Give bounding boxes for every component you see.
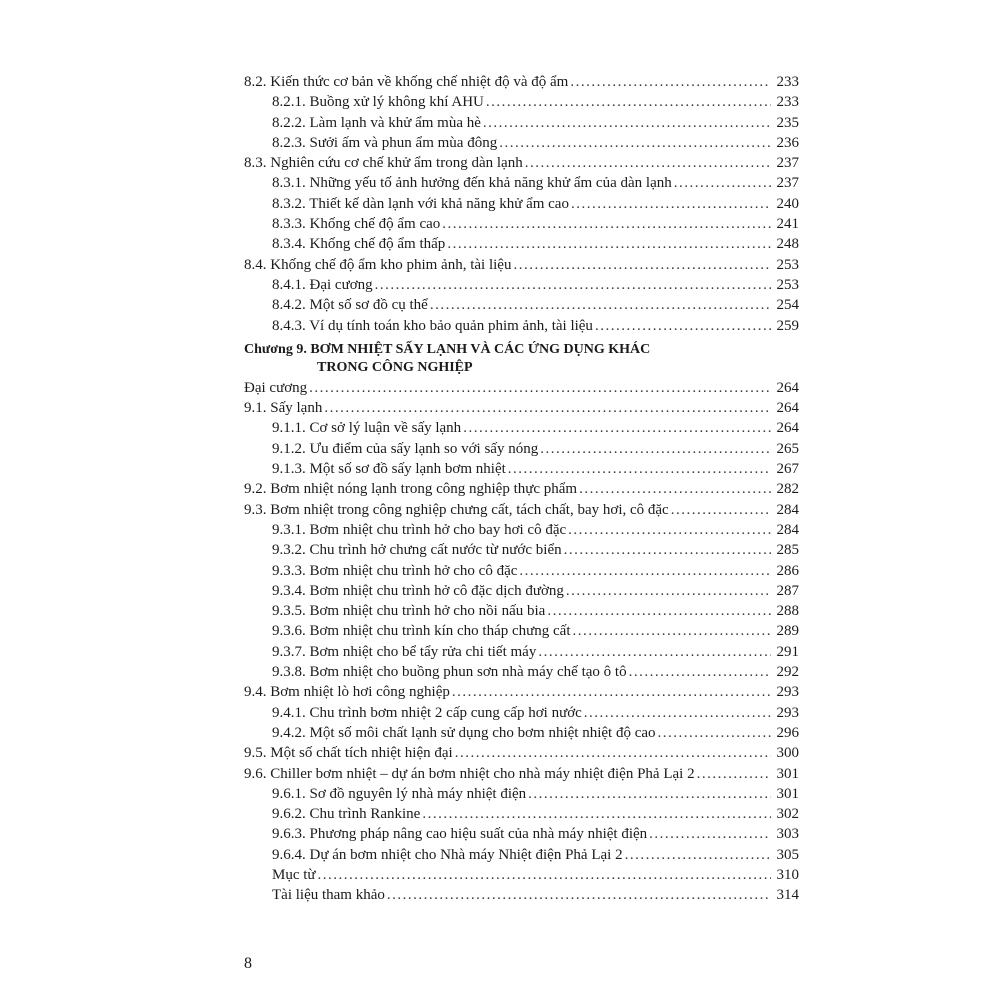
- toc-entry: [244, 378, 799, 398]
- dot-leader: [595, 316, 771, 336]
- dot-leader: [508, 459, 771, 479]
- toc-entry: [244, 865, 799, 885]
- toc-entry-page: 310: [776, 866, 799, 883]
- toc-entry-title: 9.3.3. Bơm nhiệt chu trình hở cho cô đặc: [272, 562, 518, 579]
- toc-entry-title: 8.3.2. Thiết kế dàn lạnh với khả năng khử ẩm cao: [272, 195, 569, 212]
- dot-leader: [309, 378, 771, 398]
- toc-entry-page: 291: [776, 643, 799, 660]
- toc-entry-page: 301: [776, 785, 799, 802]
- toc-entry-title: 9.6.2. Chu trình Rankine: [272, 806, 421, 823]
- toc-entry-title: 8.3.1. Những yếu tố ảnh hưởng đến khả năng khử ẩm của dàn lạnh: [272, 175, 672, 192]
- toc-entry-title: 8.4.3. Ví dụ tính toán kho bảo quản phim ảnh, tài liệu: [272, 317, 593, 334]
- toc-entry: [244, 764, 799, 784]
- dot-leader: [422, 804, 771, 824]
- toc-entry-title: Tài liệu tham khảo: [272, 887, 385, 904]
- toc-entry: [244, 459, 799, 479]
- toc-entry: [244, 133, 799, 153]
- toc-entry: [244, 581, 799, 601]
- toc-entry-page: 253: [776, 276, 799, 293]
- toc-entry-page: 287: [776, 582, 799, 599]
- dot-leader: [547, 601, 771, 621]
- toc-entry: [244, 804, 799, 824]
- toc-entry-page: 292: [776, 664, 799, 681]
- toc-entry: [244, 439, 799, 459]
- dot-leader: [625, 845, 771, 865]
- dot-leader: [483, 113, 771, 133]
- toc-entry: [244, 662, 799, 682]
- toc-entry-title: 9.6.1. Sơ đồ nguyên lý nhà máy nhiệt điện: [272, 785, 527, 802]
- toc-entry-title: 9.6.3. Phương pháp nâng cao hiệu suất của nhà máy nhiệt điện: [272, 826, 648, 843]
- dot-leader: [324, 398, 771, 418]
- toc-entry: [244, 398, 799, 418]
- toc-entry: [244, 500, 799, 520]
- toc-entry-title: 8.3.3. Khống chế độ ẩm cao: [272, 216, 441, 233]
- toc-entry-title: 9.1.1. Cơ sở lý luận về sấy lạnh: [272, 420, 462, 437]
- toc-entry-page: 248: [776, 236, 799, 253]
- toc-entry-title: 9.4.1. Chu trình bơm nhiệt 2 cấp cung cấp hơi nước: [272, 704, 582, 721]
- toc-entry: [244, 214, 799, 234]
- toc-entry-page: 282: [776, 481, 799, 498]
- toc-entry-title: 8.3.4. Khống chế độ ẩm thấp: [272, 236, 446, 253]
- toc-entry-page: 267: [776, 461, 799, 478]
- toc-entry-title: 8.4.1. Đại cương: [272, 276, 373, 293]
- toc-entry-page: 241: [776, 216, 799, 233]
- toc-entry-title: 9.1. Sấy lạnh: [244, 400, 323, 417]
- dot-leader: [525, 153, 771, 173]
- dot-leader: [528, 784, 771, 804]
- toc-entry-title: 9.4. Bơm nhiệt lò hơi công nghiệp: [244, 684, 450, 701]
- toc-entry-page: 254: [776, 297, 799, 314]
- dot-leader: [671, 500, 771, 520]
- toc-entry: [244, 295, 799, 315]
- toc-entry-title: 9.4.2. Một số môi chất lạnh sử dụng cho bơm nhiệt nhiệt độ cao: [272, 724, 656, 741]
- toc-entry-page: 293: [776, 704, 799, 721]
- dot-leader: [697, 764, 771, 784]
- toc-entry-title: 9.6. Chiller bơm nhiệt – dự án bơm nhiệt cho nhà máy nhiệt điện Phả Lại 2: [244, 765, 695, 782]
- toc-entry-page: 265: [776, 440, 799, 457]
- dot-leader: [513, 255, 771, 275]
- toc-entry: [244, 113, 799, 133]
- toc-entry: [244, 520, 799, 540]
- toc-entry-title: 9.3.6. Bơm nhiệt chu trình kín cho tháp chưng cất: [272, 623, 571, 640]
- dot-leader: [375, 275, 771, 295]
- toc-entry-page: 233: [776, 94, 799, 111]
- toc-entry-title: 9.3.2. Chu trình hở chưng cất nước từ nước biển: [272, 542, 562, 559]
- toc-entry-title: 8.2.2. Làm lạnh và khử ẩm mùa hè: [272, 114, 481, 131]
- toc-entry: [244, 255, 799, 275]
- toc-entry: [244, 561, 799, 581]
- toc-entry-page: 237: [776, 175, 799, 192]
- page-number: 8: [244, 955, 252, 972]
- toc-entry: [244, 234, 799, 254]
- dot-leader: [519, 561, 771, 581]
- dot-leader: [447, 234, 771, 254]
- toc-entry: [244, 885, 799, 905]
- toc-entry-title: Mục từ: [272, 866, 316, 883]
- toc-entry-page: 284: [776, 501, 799, 518]
- toc-entry: [244, 723, 799, 743]
- dot-leader: [387, 885, 771, 905]
- toc-entry-page: 288: [776, 603, 799, 620]
- toc-entry-title: 8.4.2. Một số sơ đồ cụ thể: [272, 297, 428, 314]
- dot-leader: [442, 214, 771, 234]
- toc-entry-title: 8.3. Nghiên cứu cơ chế khử ẩm trong dàn lạnh: [244, 155, 523, 172]
- toc-entry-page: 236: [776, 134, 799, 151]
- toc-entry-page: 264: [776, 400, 799, 417]
- toc-entry-page: 264: [776, 420, 799, 437]
- toc-entry-title: 9.5. Một số chất tích nhiệt hiện đại: [244, 745, 453, 762]
- toc-entry-page: 285: [776, 542, 799, 559]
- toc-entry: [244, 173, 799, 193]
- toc-section-chapter-9: [244, 378, 799, 906]
- toc-entry: [244, 418, 799, 438]
- toc-entry-page: 286: [776, 562, 799, 579]
- toc-entry-page: 300: [776, 745, 799, 762]
- toc-entry-title: 9.3.5. Bơm nhiệt chu trình hở cho nồi nấu bia: [272, 603, 546, 620]
- toc-entry-title: 9.3.1. Bơm nhiệt chu trình hở cho bay hơi cô đặc: [272, 521, 567, 538]
- toc-entry: [244, 642, 799, 662]
- dot-leader: [430, 295, 771, 315]
- toc-entry: [244, 479, 799, 499]
- toc-entry-title: 9.1.3. Một số sơ đồ sấy lạnh bơm nhiệt: [272, 461, 506, 478]
- toc-entry-page: 235: [776, 114, 799, 131]
- dot-leader: [566, 581, 771, 601]
- toc-entry: [244, 72, 799, 92]
- toc-entry-title: 8.4. Khống chế độ ẩm kho phim ảnh, tài liệu: [244, 256, 512, 273]
- toc-entry-title: 8.2. Kiến thức cơ bản về khống chế nhiệt độ và độ ẩm: [244, 74, 569, 90]
- toc-entry: [244, 601, 799, 621]
- toc-entry-title: 9.3. Bơm nhiệt trong công nghiệp chưng cất, tách chất, bay hơi, cô đặc: [244, 501, 669, 518]
- toc-entry-title: 9.3.8. Bơm nhiệt cho buồng phun sơn nhà máy chế tạo ô tô: [272, 664, 627, 681]
- toc-entry: [244, 540, 799, 560]
- toc-entry-page: 303: [776, 826, 799, 843]
- toc-entry-page: 233: [776, 74, 799, 90]
- toc-entry: [244, 824, 799, 844]
- toc-entry: [244, 845, 799, 865]
- toc-entry: [244, 194, 799, 214]
- toc-entry-page: 253: [776, 256, 799, 273]
- toc-entry-page: 237: [776, 155, 799, 172]
- toc-entry-page: 289: [776, 623, 799, 640]
- toc-entry: [244, 703, 799, 723]
- dot-leader: [579, 479, 771, 499]
- chapter-heading: [244, 341, 799, 377]
- toc-entry-page: 314: [776, 887, 799, 904]
- toc-entry-title: 9.1.2. Ưu điểm của sấy lạnh so với sấy nóng: [272, 440, 539, 457]
- toc-entry-page: 240: [776, 195, 799, 212]
- toc-entry-title: 9.3.4. Bơm nhiệt chu trình hở cô đặc dịch đường: [272, 582, 564, 599]
- dot-leader: [568, 520, 771, 540]
- toc-entry-title: 9.2. Bơm nhiệt nóng lạnh trong công nghiệp thực phẩm: [244, 481, 578, 498]
- dot-leader: [570, 72, 771, 92]
- toc-entry: [244, 92, 799, 112]
- table-of-contents: [244, 72, 799, 906]
- dot-leader: [540, 439, 771, 459]
- dot-leader: [463, 418, 771, 438]
- toc-entry-page: 293: [776, 684, 799, 701]
- dot-leader: [573, 621, 771, 641]
- toc-entry-page: 259: [776, 317, 799, 334]
- dot-leader: [674, 173, 771, 193]
- dot-leader: [658, 723, 771, 743]
- toc-entry-page: 301: [776, 765, 799, 782]
- dot-leader: [649, 824, 771, 844]
- chapter-title-line-2: TRONG CÔNG NGHIỆP: [317, 359, 473, 375]
- dot-leader: [455, 743, 771, 763]
- toc-entry-page: 296: [776, 724, 799, 741]
- toc-entry-title: 9.3.7. Bơm nhiệt cho bể tẩy rửa chi tiết máy: [272, 643, 537, 660]
- toc-entry-title: 8.2.3. Sưởi ấm và phun ẩm mùa đông: [272, 134, 498, 151]
- dot-leader: [629, 662, 771, 682]
- toc-entry-page: 305: [776, 846, 799, 863]
- toc-entry-title: 8.2.1. Buồng xử lý không khí AHU: [272, 94, 484, 111]
- dot-leader: [499, 133, 771, 153]
- dot-leader: [571, 194, 771, 214]
- dot-leader: [584, 703, 771, 723]
- toc-entry: [244, 621, 799, 641]
- dot-leader: [564, 540, 771, 560]
- dot-leader: [486, 92, 771, 112]
- toc-entry: [244, 275, 799, 295]
- toc-entry-page: 302: [776, 806, 799, 823]
- toc-entry-title: 9.6.4. Dự án bơm nhiệt cho Nhà máy Nhiệt điện Phả Lại 2: [272, 846, 623, 863]
- dot-leader: [538, 642, 771, 662]
- toc-entry-title: Đại cương: [244, 379, 308, 396]
- toc-entry: [244, 743, 799, 763]
- dot-leader: [318, 865, 771, 885]
- toc-section-chapter-8: [244, 72, 799, 336]
- dot-leader: [452, 682, 771, 702]
- toc-entry: [244, 153, 799, 173]
- toc-entry: [244, 784, 799, 804]
- chapter-title-line-1: Chương 9. BƠM NHIỆT SẤY LẠNH VÀ CÁC ỨNG DỤNG KHÁC: [244, 341, 651, 357]
- toc-entry-page: 284: [776, 521, 799, 538]
- toc-entry: [244, 316, 799, 336]
- toc-entry: [244, 682, 799, 702]
- toc-entry-page: 264: [776, 379, 799, 396]
